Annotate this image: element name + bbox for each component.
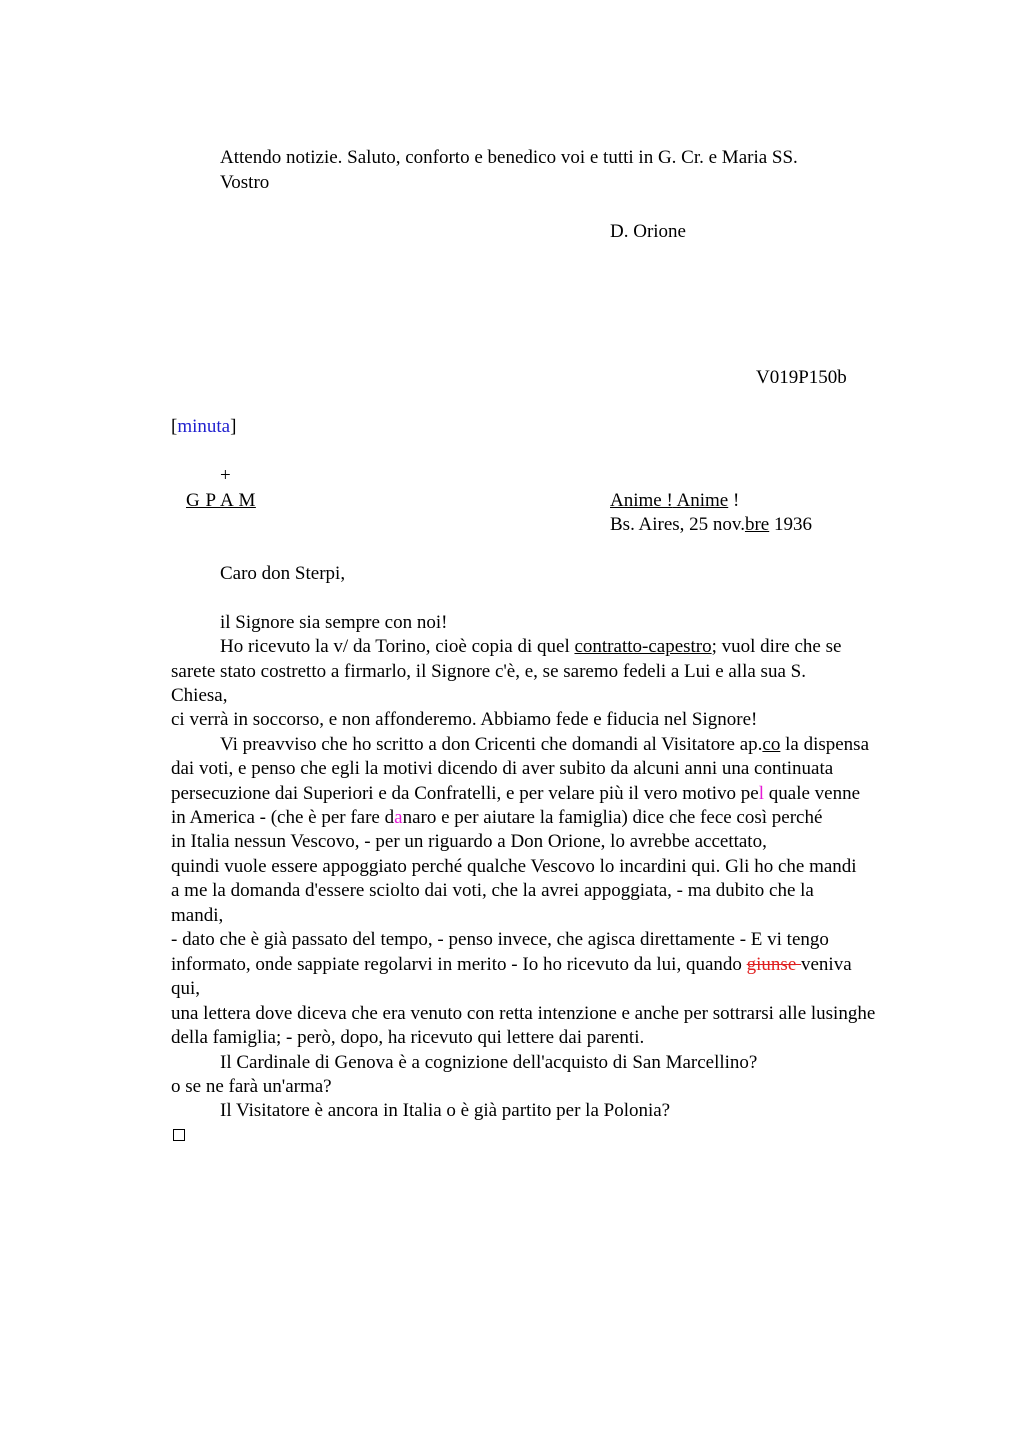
body-line-21: Il Visitatore è ancora in Italia o è già partito per la Polonia? [220,1100,671,1121]
body-line-8-part-a: persecuzione dai Superiori e da Confratelli, e per velare più il vero motivo pe [171,783,759,804]
body-line-16: qui, [171,978,201,999]
body-line-6-part-c: la dispensa [780,734,870,755]
body-line-1: il Signore sia sempre con noi! [220,612,448,633]
date-year: 1936 [769,514,812,535]
body-line-2 [220,635,841,659]
contratto-capestro-text: contratto-capestro [574,636,712,657]
body-line-4: Chiesa, [171,685,228,706]
cross-symbol: + [220,465,231,486]
body-line-8 [171,782,860,806]
body-line-7: dai voti, e penso che egli la motivi dicendo di aver subito da alcuni anni una continuata [171,758,834,779]
editorial-insertion-a: a [394,807,403,828]
salutation: Caro don Sterpi, [220,563,346,584]
motto-right-anime-2: Anime [676,490,729,511]
abbreviation-superscript: co [762,734,781,755]
body-line-15-part-a: informato, onde sappiate regolarvi in merito - Io ho ricevuto da lui, quando [171,954,747,975]
body-line-8-part-c: quale venne [764,783,861,804]
end-box-icon [173,1129,185,1141]
body-line-12: a me la domanda d'essere sciolto dai voti, che la avrei appoggiata, - ma dubito che la [171,880,814,901]
body-line-20: o se ne farà un'arma? [171,1076,332,1097]
body-line-13: mandi, [171,905,224,926]
body-line-2-part-a: Ho ricevuto la v/ da Torino, cioè copia di quel [220,636,575,657]
draft-note-word: minuta [177,416,231,437]
body-line-6 [220,733,869,757]
body-line-15 [171,953,852,977]
letter-date [610,513,812,537]
date-month-suffix: bre [744,514,770,535]
closing-line-1: Attendo notizie. Saluto, conforto e benedico voi e tutti in G. Cr. e Maria SS. [220,147,798,168]
motto-right [610,489,739,513]
body-line-19: Il Cardinale di Genova è a cognizione dell'acquisto di San Marcellino? [220,1052,758,1073]
body-line-17: una lettera dove diceva che era venuto con retta intenzione e anche per sottrarsi alle lusinghe [171,1003,876,1024]
motto-right-exclamation: ! [728,490,740,511]
body-line-11: quindi vuole essere appoggiato perché qualche Vescovo lo incardini qui. Gli ho che mandi [171,856,857,877]
document-id: V019P150b [756,367,847,388]
body-line-5: ci verrà in soccorso, e non affonderemo. Abbiamo fede e fiducia nel Signore! [171,709,758,730]
draft-note-open-bracket: [ [171,416,178,437]
body-line-18: della famiglia; - però, dopo, ha ricevuto qui lettere dai parenti. [171,1027,645,1048]
draft-note [171,415,236,439]
body-line-6-part-a: Vi preavviso che ho scritto a don Cricenti che domandi al Visitatore ap. [220,734,763,755]
body-line-9-part-c: naro e per aiutare la famiglia) dice che fece così perché [402,807,823,828]
motto-right-anime-1: Anime ! [610,490,673,511]
body-line-2-part-c: ; vuol dire che se [711,636,842,657]
date-prefix: Bs. Aires, 25 nov. [610,514,745,535]
body-line-14: - dato che è già passato del tempo, - penso invece, che agisca direttamente - E vi tengo [171,929,829,950]
motto-left: G P A M [186,490,256,511]
editorial-insertion-l: l [758,783,765,804]
signature: D. Orione [610,221,686,242]
draft-note-close-bracket: ] [230,416,237,437]
body-line-15-part-c: veniva [801,954,852,975]
body-line-9 [171,806,822,830]
body-line-3: sarete stato costretto a firmarlo, il Signore c'è, e, se saremo fedeli a Lui e alla sua S. [171,661,806,682]
body-line-9-part-a: in America - (che è per fare d [171,807,395,828]
closing-line-2: Vostro [220,172,270,193]
struck-word-giunse: giunse [746,954,801,975]
body-line-10: in Italia nessun Vescovo, - per un riguardo a Don Orione, lo avrebbe accettato, [171,831,767,852]
